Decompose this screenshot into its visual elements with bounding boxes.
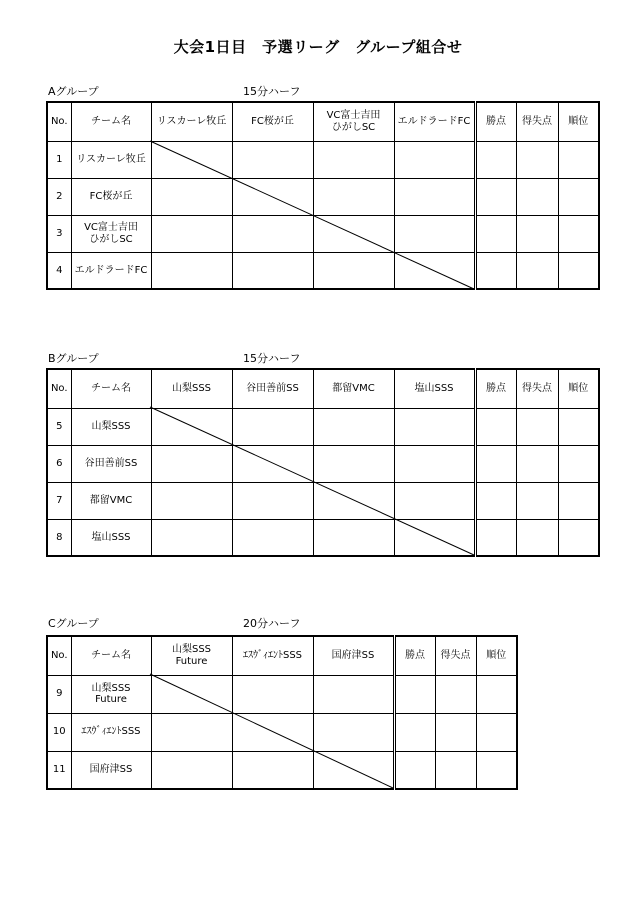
table-row [47, 482, 599, 519]
opponent-label: リスカーレ牧丘 [156, 116, 227, 127]
opponent-label: 山梨SSS [171, 383, 212, 394]
row-team: ｴｽｳﾞｨｴﾝﾄSSS [71, 713, 151, 751]
row-no: 2 [47, 178, 71, 215]
header-opponent-4 [394, 102, 475, 141]
wins-cell [475, 519, 516, 556]
row-team: VC富士吉田 ひがしSC [71, 215, 151, 252]
goal-diff-cell [435, 675, 476, 713]
score-cell [313, 141, 394, 178]
score-cell [151, 408, 232, 445]
header-team: チーム名 [71, 102, 151, 141]
goal-diff-cell [516, 215, 558, 252]
score-cell [313, 408, 394, 445]
score-cell [394, 141, 475, 178]
wins-cell [475, 408, 516, 445]
rank-cell [558, 252, 599, 289]
table-row [47, 178, 599, 215]
group-b-name: Bグループ [48, 352, 99, 365]
page-title: 大会1日目 予選リーグ グループ組合せ [173, 38, 463, 56]
header-opponent-3 [313, 369, 394, 408]
header-opponent-2 [232, 369, 313, 408]
header-opponent-1 [151, 636, 232, 675]
score-cell [151, 713, 232, 751]
score-cell [394, 445, 475, 482]
group-c-name: Cグループ [48, 617, 99, 630]
group-c-half: 20分ハーフ [243, 617, 301, 630]
opponent-label: FC桜が丘 [251, 116, 294, 127]
wins-cell [475, 215, 516, 252]
header-opponent-1 [151, 369, 232, 408]
goal-diff-cell [516, 482, 558, 519]
row-no: 1 [47, 141, 71, 178]
score-cell [232, 519, 313, 556]
header-wins: 勝点 [475, 369, 516, 408]
score-cell [151, 215, 232, 252]
score-cell [232, 482, 313, 519]
wins-cell [475, 252, 516, 289]
group-a-name: Aグループ [48, 85, 99, 98]
row-team: エルドラードFC [71, 252, 151, 289]
goal-diff-cell [516, 445, 558, 482]
rank-cell [476, 713, 517, 751]
rank-cell [558, 141, 599, 178]
table-row [47, 252, 599, 289]
score-cell [232, 178, 313, 215]
score-cell [232, 215, 313, 252]
header-wins: 勝点 [475, 102, 516, 141]
row-team: FC桜が丘 [71, 178, 151, 215]
header-opponent-4 [394, 369, 475, 408]
opponent-label: VC富士吉田 ひがしSC [326, 110, 381, 133]
score-cell [232, 252, 313, 289]
opponent-label: 山梨SSS Future [171, 644, 212, 667]
score-cell [313, 713, 394, 751]
header-opponent-2 [232, 102, 313, 141]
row-team: 谷田善前SS [71, 445, 151, 482]
table-row [47, 519, 599, 556]
header-opponent-2 [232, 636, 313, 675]
score-cell [151, 445, 232, 482]
table-row [47, 675, 517, 713]
wins-cell [475, 141, 516, 178]
row-no: 6 [47, 445, 71, 482]
goal-diff-cell [516, 519, 558, 556]
score-cell [394, 519, 475, 556]
table-row [47, 713, 517, 751]
score-cell [313, 675, 394, 713]
row-team: リスカーレ牧丘 [71, 141, 151, 178]
opponent-label: 国府津SS [331, 650, 375, 661]
goal-diff-cell [435, 713, 476, 751]
opponent-label: 塩山SSS [414, 383, 454, 394]
rank-cell [558, 482, 599, 519]
header-goal-diff: 得失点 [516, 102, 558, 141]
score-cell [232, 675, 313, 713]
row-team: 国府津SS [71, 751, 151, 789]
row-no: 3 [47, 215, 71, 252]
score-cell [394, 482, 475, 519]
header-opponent-1 [151, 102, 232, 141]
row-no: 7 [47, 482, 71, 519]
score-cell [232, 408, 313, 445]
row-team: 都留VMC [71, 482, 151, 519]
opponent-label: エルドラードFC [397, 116, 471, 127]
row-no: 11 [47, 751, 71, 789]
row-no: 8 [47, 519, 71, 556]
goal-diff-cell [516, 252, 558, 289]
row-no: 5 [47, 408, 71, 445]
goal-diff-cell [435, 751, 476, 789]
score-cell [232, 141, 313, 178]
wins-cell [475, 445, 516, 482]
table-row [47, 141, 599, 178]
score-cell [313, 751, 394, 789]
wins-cell [394, 751, 435, 789]
header-team: チーム名 [71, 636, 151, 675]
score-cell [313, 252, 394, 289]
header-rank: 順位 [558, 369, 599, 408]
wins-cell [475, 482, 516, 519]
header-rank: 順位 [476, 636, 517, 675]
opponent-label: 谷田善前SS [246, 383, 299, 394]
goal-diff-cell [516, 141, 558, 178]
wins-cell [394, 713, 435, 751]
row-no: 10 [47, 713, 71, 751]
header-no: No. [47, 369, 71, 408]
score-cell [151, 141, 232, 178]
rank-cell [558, 178, 599, 215]
score-cell [394, 408, 475, 445]
score-cell [232, 751, 313, 789]
rank-cell [558, 408, 599, 445]
wins-cell [475, 178, 516, 215]
header-opponent-3 [313, 102, 394, 141]
score-cell [232, 445, 313, 482]
goal-diff-cell [516, 178, 558, 215]
header-goal-diff: 得失点 [516, 369, 558, 408]
header-goal-diff: 得失点 [435, 636, 476, 675]
group-a-half: 15分ハーフ [243, 85, 301, 98]
row-team: 山梨SSS Future [71, 675, 151, 713]
score-cell [313, 178, 394, 215]
score-cell [313, 482, 394, 519]
rank-cell [476, 751, 517, 789]
row-team: 塩山SSS [71, 519, 151, 556]
score-cell [394, 215, 475, 252]
header-no: No. [47, 102, 71, 141]
score-cell [151, 751, 232, 789]
group-c-table [46, 635, 518, 790]
table-row [47, 408, 599, 445]
header-wins: 勝点 [394, 636, 435, 675]
score-cell [313, 445, 394, 482]
group-b-table [46, 368, 600, 557]
score-cell [394, 252, 475, 289]
row-no: 4 [47, 252, 71, 289]
header-rank: 順位 [558, 102, 599, 141]
rank-cell [558, 519, 599, 556]
opponent-label: 都留VMC [332, 383, 375, 394]
table-row [47, 751, 517, 789]
wins-cell [394, 675, 435, 713]
score-cell [151, 519, 232, 556]
rank-cell [476, 675, 517, 713]
score-cell [151, 178, 232, 215]
score-cell [313, 215, 394, 252]
table-row [47, 445, 599, 482]
row-team: 山梨SSS [71, 408, 151, 445]
header-team: チーム名 [71, 369, 151, 408]
opponent-label: ｴｽｳﾞｨｴﾝﾄSSS [242, 650, 303, 661]
rank-cell [558, 445, 599, 482]
header-opponent-3 [313, 636, 394, 675]
score-cell [232, 713, 313, 751]
goal-diff-cell [516, 408, 558, 445]
score-cell [313, 519, 394, 556]
group-b-half: 15分ハーフ [243, 352, 301, 365]
score-cell [394, 178, 475, 215]
group-a-table [46, 101, 600, 290]
row-no: 9 [47, 675, 71, 713]
rank-cell [558, 215, 599, 252]
score-cell [151, 252, 232, 289]
table-row [47, 215, 599, 252]
score-cell [151, 675, 232, 713]
header-no: No. [47, 636, 71, 675]
score-cell [151, 482, 232, 519]
